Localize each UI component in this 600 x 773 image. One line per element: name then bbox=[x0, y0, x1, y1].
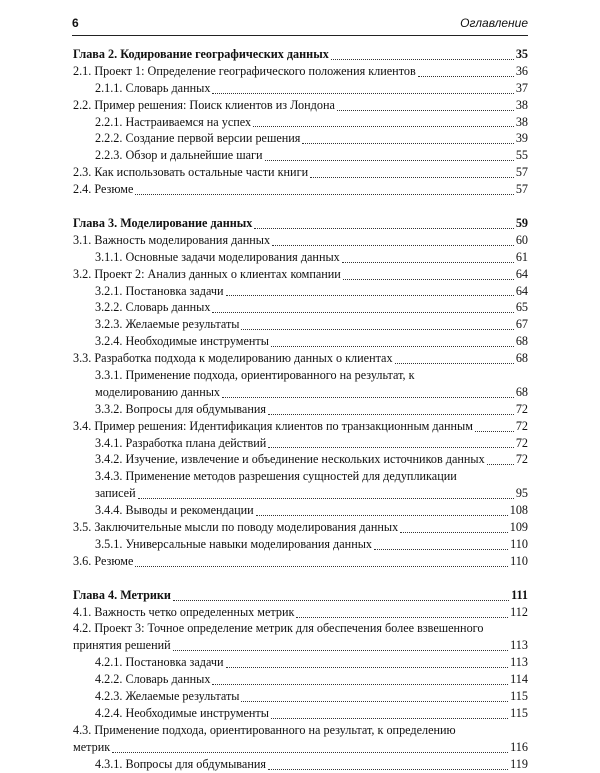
toc-entry-title: 2.1.1. Словарь данных bbox=[95, 80, 211, 95]
toc-page-number: 68 bbox=[515, 334, 528, 349]
toc-page-number: 39 bbox=[515, 131, 528, 146]
toc-entry-title: 2.1. Проект 1: Определение географического положения клиентов bbox=[73, 63, 416, 78]
toc-page-number: 35 bbox=[515, 46, 528, 61]
toc-page-number: 36 bbox=[515, 63, 528, 78]
toc-entry bbox=[73, 266, 528, 283]
toc-entry-title: 3.2.3. Желаемые результаты bbox=[95, 317, 240, 332]
toc-entry-title: 3.2.1. Постановка задачи bbox=[95, 283, 224, 298]
toc-entry bbox=[73, 502, 528, 519]
toc-entry bbox=[73, 367, 528, 384]
toc-entry-title: записей bbox=[95, 486, 136, 501]
toc-entry bbox=[73, 283, 528, 300]
toc-entry bbox=[73, 350, 528, 367]
dot-leader bbox=[254, 227, 513, 229]
toc-page-number: 72 bbox=[515, 452, 528, 467]
toc-entry bbox=[73, 384, 528, 401]
toc-page-number: 113 bbox=[510, 638, 528, 653]
toc-entry-title: 4.2.1. Постановка задачи bbox=[95, 655, 224, 670]
toc-entry bbox=[73, 671, 528, 688]
toc-page-number: 112 bbox=[510, 604, 528, 619]
toc-page-number: 72 bbox=[515, 401, 528, 416]
dot-leader bbox=[343, 278, 514, 280]
toc-entry-title: 2.3. Как использовать остальные части книги bbox=[73, 165, 309, 180]
toc-page-number: 72 bbox=[515, 435, 528, 450]
toc-entry bbox=[73, 553, 528, 570]
dot-leader bbox=[268, 446, 514, 448]
toc-entry bbox=[73, 80, 528, 97]
dot-leader bbox=[212, 92, 513, 94]
toc-entry bbox=[73, 468, 528, 485]
toc-page-number: 110 bbox=[510, 553, 528, 568]
toc-page-number: 115 bbox=[510, 689, 528, 704]
toc-entry bbox=[73, 333, 528, 350]
dot-leader bbox=[337, 109, 514, 111]
toc-entry bbox=[73, 418, 528, 435]
table-of-contents bbox=[73, 46, 528, 773]
toc-entry bbox=[73, 637, 528, 654]
toc-entry-title: 4.2. Проект 3: Точное определение метрик для обеспечения более взвешенного bbox=[73, 621, 484, 636]
toc-spacer bbox=[73, 570, 528, 587]
toc-entry bbox=[73, 97, 528, 114]
toc-entry bbox=[73, 249, 528, 266]
toc-page-number: 64 bbox=[515, 266, 528, 281]
toc-entry-title: Глава 4. Метрики bbox=[73, 587, 171, 602]
dot-leader bbox=[302, 142, 513, 144]
dot-leader bbox=[418, 75, 514, 77]
dot-leader bbox=[296, 616, 508, 618]
toc-entry bbox=[73, 232, 528, 249]
toc-entry-title: 3.5. Заключительные мысли по поводу моделирования данных bbox=[73, 520, 399, 535]
toc-entry-title: 4.3.1. Вопросы для обдумывания bbox=[95, 756, 266, 771]
dot-leader bbox=[395, 362, 514, 364]
dot-leader bbox=[487, 463, 514, 465]
toc-entry bbox=[73, 316, 528, 333]
toc-entry bbox=[73, 654, 528, 671]
toc-entry bbox=[73, 688, 528, 705]
dot-leader bbox=[212, 683, 508, 685]
toc-page-number: 114 bbox=[510, 672, 528, 687]
toc-entry-title: 3.2.4. Необходимые инструменты bbox=[95, 334, 269, 349]
toc-entry bbox=[73, 164, 528, 181]
dot-leader bbox=[222, 396, 514, 398]
toc-page-number: 64 bbox=[515, 283, 528, 298]
toc-page-number: 119 bbox=[510, 756, 528, 771]
toc-page-number: 72 bbox=[515, 418, 528, 433]
dot-leader bbox=[374, 548, 508, 550]
toc-entry-title: 4.1. Важность четко определенных метрик bbox=[73, 604, 295, 619]
running-title: Оглавление bbox=[460, 16, 528, 30]
toc-entry-title: 3.4. Пример решения: Идентификация клиентов по транзакционным данным bbox=[73, 418, 473, 433]
toc-entry-title: 3.2.2. Словарь данных bbox=[95, 300, 211, 315]
toc-page-number: 59 bbox=[515, 216, 528, 230]
toc-entry-title: моделированию данных bbox=[95, 384, 220, 399]
toc-page-number: 111 bbox=[511, 587, 528, 602]
toc-entry-title: 3.4.1. Разработка плана действий bbox=[95, 435, 267, 450]
dot-leader bbox=[271, 345, 514, 347]
toc-entry-title: 3.1. Важность моделирования данных bbox=[73, 232, 271, 247]
toc-entry bbox=[73, 519, 528, 536]
dot-leader bbox=[241, 700, 508, 702]
toc-entry bbox=[73, 401, 528, 418]
dot-leader bbox=[268, 413, 514, 415]
dot-leader bbox=[173, 649, 509, 651]
toc-entry-title: 3.1.1. Основные задачи моделирования данных bbox=[95, 249, 340, 264]
toc-page-number: 65 bbox=[515, 300, 528, 315]
toc-page-number: 38 bbox=[515, 114, 528, 129]
toc-entry bbox=[73, 485, 528, 502]
toc-entry bbox=[73, 451, 528, 468]
toc-entry-title: 2.2.2. Создание первой версии решения bbox=[95, 131, 301, 146]
dot-leader bbox=[475, 430, 514, 432]
toc-entry bbox=[73, 621, 528, 638]
toc-entry-title: 3.3. Разработка подхода к моделированию данных о клиентах bbox=[73, 351, 393, 366]
toc-entry bbox=[73, 130, 528, 147]
dot-leader bbox=[256, 514, 508, 516]
toc-page-number: 37 bbox=[515, 80, 528, 95]
dot-leader bbox=[400, 531, 508, 533]
toc-entry bbox=[73, 63, 528, 80]
toc-spacer bbox=[73, 198, 528, 215]
toc-entry bbox=[73, 435, 528, 452]
toc-page-number: 57 bbox=[515, 165, 528, 180]
toc-entry-title: Глава 3. Моделирование данных bbox=[73, 216, 253, 230]
toc-entry-title: 3.5.1. Универсальные навыки моделирования данных bbox=[95, 536, 372, 551]
toc-entry-title: 3.3.2. Вопросы для обдумывания bbox=[95, 401, 266, 416]
toc-page-number: 116 bbox=[510, 739, 528, 754]
toc-entry-title: метрик bbox=[73, 739, 111, 754]
toc-entry bbox=[73, 756, 528, 773]
toc-page-number: 38 bbox=[515, 97, 528, 112]
dot-leader bbox=[226, 294, 514, 296]
dot-leader bbox=[241, 328, 513, 330]
toc-entry-title: 2.2.1. Настраиваемся на успех bbox=[95, 114, 252, 129]
toc-page-number: 113 bbox=[510, 655, 528, 670]
toc-entry-title: Глава 2. Кодирование географических данных bbox=[73, 46, 329, 61]
toc-entry bbox=[73, 114, 528, 131]
dot-leader bbox=[331, 58, 514, 60]
dot-leader bbox=[135, 565, 508, 567]
toc-chapter-entry bbox=[73, 587, 528, 604]
page-number: 6 bbox=[72, 16, 79, 30]
toc-entry bbox=[73, 604, 528, 621]
toc-chapter-entry bbox=[73, 46, 528, 63]
toc-page-number: 67 bbox=[515, 317, 528, 332]
toc-entry-title: 3.4.2. Изучение, извлечение и объединение нескольких источников данных bbox=[95, 452, 485, 467]
toc-page-number: 110 bbox=[510, 536, 528, 551]
toc-entry-title: 4.2.4. Необходимые инструменты bbox=[95, 705, 269, 720]
page-header bbox=[72, 14, 528, 36]
toc-page-number: 115 bbox=[510, 705, 528, 720]
toc-entry-title: 3.4.3. Применение методов разрешения сущностей для дедупликации bbox=[95, 469, 457, 484]
dot-leader bbox=[226, 666, 509, 668]
toc-entry bbox=[73, 722, 528, 739]
toc-page-number: 68 bbox=[515, 351, 528, 366]
toc-page-number: 95 bbox=[515, 486, 528, 501]
toc-chapter-entry bbox=[73, 215, 528, 232]
toc-entry-title: 2.2.3. Обзор и дальнейшие шаги bbox=[95, 148, 263, 163]
dot-leader bbox=[271, 717, 508, 719]
toc-entry bbox=[73, 705, 528, 722]
dot-leader bbox=[253, 125, 514, 127]
toc-entry-title: 2.4. Резюме bbox=[73, 182, 134, 197]
dot-leader bbox=[342, 261, 514, 263]
toc-entry-title: 3.2. Проект 2: Анализ данных о клиентах компании bbox=[73, 266, 341, 281]
toc-entry bbox=[73, 739, 528, 756]
dot-leader bbox=[272, 244, 514, 246]
dot-leader bbox=[310, 176, 514, 178]
toc-page-number: 109 bbox=[509, 520, 528, 535]
toc-entry-title: 4.2.2. Словарь данных bbox=[95, 672, 211, 687]
toc-page-number: 60 bbox=[515, 232, 528, 247]
toc-entry-title: принятия решений bbox=[73, 638, 171, 653]
dot-leader bbox=[112, 751, 508, 753]
toc-entry bbox=[73, 147, 528, 164]
toc-entry-title: 3.3.1. Применение подхода, ориентированного на результат, к bbox=[95, 368, 415, 383]
dot-leader bbox=[138, 497, 514, 499]
toc-page-number: 108 bbox=[509, 503, 528, 518]
toc-page-number: 55 bbox=[515, 148, 528, 163]
toc-entry bbox=[73, 181, 528, 198]
toc-page-number: 68 bbox=[515, 384, 528, 399]
toc-entry bbox=[73, 536, 528, 553]
dot-leader bbox=[212, 311, 513, 313]
toc-entry bbox=[73, 299, 528, 316]
dot-leader bbox=[173, 599, 509, 601]
toc-entry-title: 3.6. Резюме bbox=[73, 553, 134, 568]
toc-entry-title: 2.2. Пример решения: Поиск клиентов из Лондона bbox=[73, 97, 335, 112]
dot-leader bbox=[265, 159, 514, 161]
toc-entry-title: 3.4.4. Выводы и рекомендации bbox=[95, 503, 254, 518]
dot-leader bbox=[135, 193, 513, 195]
dot-leader bbox=[268, 768, 508, 770]
header-rule bbox=[72, 35, 528, 36]
toc-entry-title: 4.2.3. Желаемые результаты bbox=[95, 689, 240, 704]
toc-page-number: 57 bbox=[515, 182, 528, 197]
toc-entry-title: 4.3. Применение подхода, ориентированного на результат, к определению bbox=[73, 722, 456, 737]
toc-page-number: 61 bbox=[515, 249, 528, 264]
